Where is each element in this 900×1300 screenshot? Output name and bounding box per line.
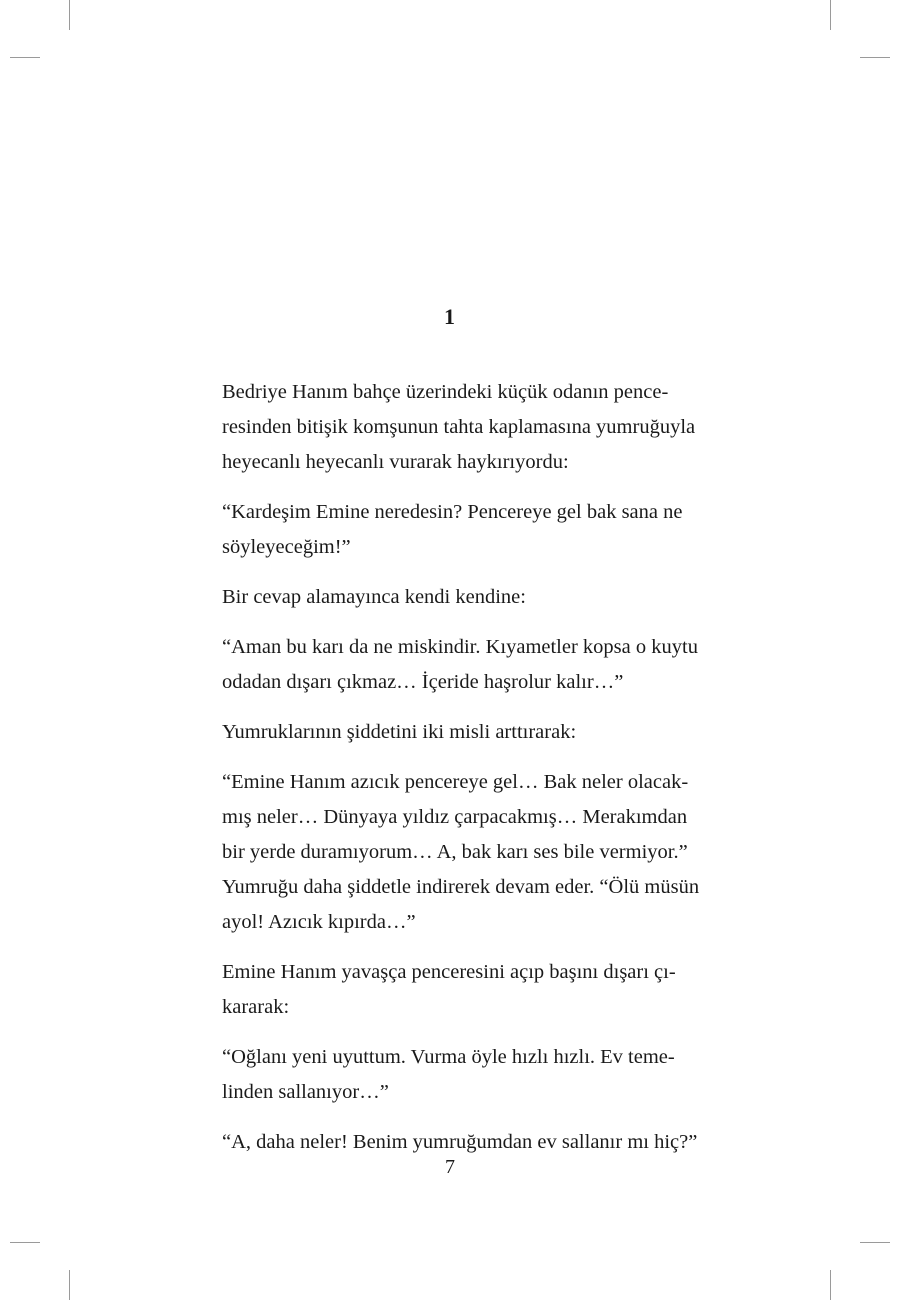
paragraph [194,630,714,700]
text-line: söyleyeceğim!” [222,536,351,558]
crop-mark-top-left [69,0,70,30]
text-line: “Oğlanı yeni uyuttum. Vurma öyle hızlı hızlı. Ev teme- [222,1046,675,1068]
crop-mark-top-right-h [860,57,890,58]
text-line: Bedriye Hanım bahçe üzerindeki küçük odanın pence- [222,381,669,403]
crop-mark-bottom-left-h [10,1242,40,1243]
crop-mark-bottom-left [69,1270,70,1300]
crop-mark-top-right [830,0,831,30]
paragraph [194,715,714,750]
text-line: mış neler… Dünyaya yıldız çarpacakmış… Merakımdan [222,806,688,828]
text-line: resinden bitişik komşunun tahta kaplamasına yumruğuyla [222,416,696,438]
text-line: Bir cevap alamayınca kendi kendine: [222,586,526,608]
text-line: Yumruğu daha şiddetle indirerek devam eder. “Ölü müsün [222,876,700,898]
chapter-number: 1 [444,304,456,329]
crop-mark-bottom-right [830,1270,831,1300]
text-line: “Emine Hanım azıcık pencereye gel… Bak neler olacak- [222,771,689,793]
text-line: “Kardeşim Emine neredesin? Pencereye gel bak sana ne [222,501,683,523]
text-line: Yumruklarının şiddetini iki misli arttırarak: [222,721,577,743]
crop-mark-bottom-right-h [860,1242,890,1243]
paragraph [194,1125,714,1160]
paragraph [194,495,714,565]
text-line: linden sallanıyor…” [222,1081,389,1103]
paragraph [194,1040,714,1110]
body-text [194,375,714,1175]
text-line: Emine Hanım yavaşça penceresini açıp başını dışarı çı- [222,961,676,983]
text-line: odadan dışarı çıkmaz… İçeride haşrolur kalır…” [222,671,624,693]
paragraph [194,580,714,615]
paragraph [194,955,714,1025]
page-number: 7 [445,1156,455,1178]
text-line: bir yerde duramıyorum… A, bak karı ses bile vermiyor.” [222,841,688,863]
paragraph [194,375,714,480]
paragraph [194,765,714,940]
text-line: kararak: [222,996,290,1018]
text-line: heyecanlı heyecanlı vurarak haykırıyordu: [222,451,569,473]
text-line: “A, daha neler! Benim yumruğumdan ev sallanır mı hiç?” [222,1131,698,1153]
text-line: “Aman bu karı da ne miskindir. Kıyametler kopsa o kuytu [222,636,698,658]
crop-mark-top-left-h [10,57,40,58]
text-line: ayol! Azıcık kıpırda…” [222,911,416,933]
